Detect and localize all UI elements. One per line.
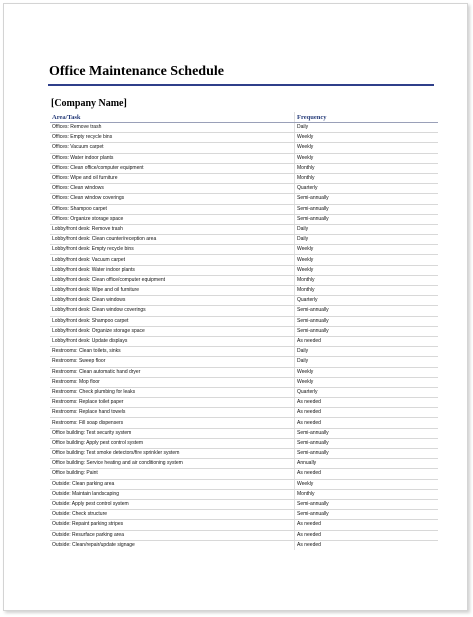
frequency-cell: Daily	[295, 224, 439, 234]
frequency-cell: Quarterly	[295, 296, 439, 306]
table-row	[50, 357, 438, 367]
task-cell: Lobby/front desk: Clean office/computer equipment	[50, 275, 295, 285]
frequency-cell: Weekly	[295, 245, 439, 255]
frequency-cell: Weekly	[295, 133, 439, 143]
table-row	[50, 123, 438, 133]
frequency-cell: Weekly	[295, 377, 439, 387]
table-row	[50, 398, 438, 408]
frequency-cell: Annually	[295, 459, 439, 469]
column-header-frequency: Frequency	[295, 112, 439, 123]
frequency-cell: As needed	[295, 520, 439, 530]
frequency-cell: Daily	[295, 123, 439, 133]
table-row	[50, 367, 438, 377]
task-cell: Lobby/front desk: Shampoo carpet	[50, 316, 295, 326]
task-cell: Offices: Empty recycle bins	[50, 133, 295, 143]
table-row	[50, 469, 438, 479]
task-cell: Offices: Organize storage space	[50, 214, 295, 224]
task-cell: Lobby/front desk: Update displays	[50, 336, 295, 346]
task-cell: Offices: Clean windows	[50, 184, 295, 194]
table-row	[50, 224, 438, 234]
frequency-cell: As needed	[295, 336, 439, 346]
task-cell: Restrooms: Mop floor	[50, 377, 295, 387]
table-row	[50, 510, 438, 520]
table-row	[50, 153, 438, 163]
task-cell: Restrooms: Replace hand towels	[50, 408, 295, 418]
table-row	[50, 173, 438, 183]
task-cell: Office building: Test security system	[50, 428, 295, 438]
task-cell: Outside: Repaint parking stripes	[50, 520, 295, 530]
task-cell: Outside: Clean parking area	[50, 479, 295, 489]
task-cell: Offices: Wipe and oil furniture	[50, 173, 295, 183]
frequency-cell: As needed	[295, 408, 439, 418]
task-cell: Lobby/front desk: Clean counter/reception area	[50, 235, 295, 245]
table-row	[50, 133, 438, 143]
table-row	[50, 326, 438, 336]
frequency-cell: As needed	[295, 540, 439, 550]
table-row	[50, 275, 438, 285]
table-row	[50, 255, 438, 265]
table-row	[50, 235, 438, 245]
task-cell: Offices: Shampoo carpet	[50, 204, 295, 214]
table-body	[50, 123, 438, 550]
task-cell: Offices: Clean office/computer equipment	[50, 163, 295, 173]
table-row	[50, 418, 438, 428]
frequency-cell: Monthly	[295, 163, 439, 173]
task-cell: Outside: Clean/repair/update signage	[52, 541, 135, 548]
document-page	[3, 3, 468, 611]
task-cell: Lobby/front desk: Empty recycle bins	[50, 245, 295, 255]
table-row	[50, 286, 438, 296]
table-row	[50, 296, 438, 306]
task-cell: Restrooms: Sweep floor	[50, 357, 295, 367]
task-cell: Lobby/front desk: Clean window coverings	[50, 306, 295, 316]
frequency-cell: Weekly	[295, 153, 439, 163]
frequency-cell: As needed	[295, 530, 439, 540]
table-row	[50, 438, 438, 448]
frequency-cell: Weekly	[295, 479, 439, 489]
task-cell: Outside: Check structure	[50, 510, 295, 520]
table-row	[50, 489, 438, 499]
frequency-cell: As needed	[295, 469, 439, 479]
task-cell: Lobby/front desk: Organize storage space	[50, 326, 295, 336]
frequency-cell: Weekly	[295, 265, 439, 275]
task-cell: Restrooms: Replace toilet paper	[50, 398, 295, 408]
task-cell: Restrooms: Clean toilets, sinks	[50, 347, 295, 357]
table-row	[50, 449, 438, 459]
frequency-cell: Daily	[295, 357, 439, 367]
task-cell: Outside: Apply pest control system	[50, 499, 295, 509]
table-row	[50, 245, 438, 255]
table-row	[50, 194, 438, 204]
company-name: [Company Name]	[51, 98, 127, 109]
frequency-cell: Semi-annually	[295, 214, 439, 224]
frequency-cell: Monthly	[295, 173, 439, 183]
task-cell: Restrooms: Fill soap dispensers	[50, 418, 295, 428]
table-row	[50, 336, 438, 346]
column-header-task: Area/Task	[50, 112, 295, 123]
table-row	[50, 316, 438, 326]
frequency-cell: Weekly	[295, 367, 439, 377]
frequency-cell: Semi-annually	[295, 194, 439, 204]
table-row	[50, 347, 438, 357]
task-cell: Lobby/front desk: Wipe and oil furniture	[50, 286, 295, 296]
table-row	[50, 204, 438, 214]
table-row	[50, 408, 438, 418]
table-row	[50, 163, 438, 173]
task-cell: Lobby/front desk: Remove trash	[50, 224, 295, 234]
table-row	[50, 479, 438, 489]
frequency-cell: Monthly	[295, 286, 439, 296]
task-cell: Office building: Apply pest control system	[50, 438, 295, 448]
frequency-cell: Semi-annually	[295, 306, 439, 316]
task-cell: Offices: Clean window coverings	[50, 194, 295, 204]
table-row	[50, 306, 438, 316]
task-cell: Outside: Resurface parking area	[50, 530, 295, 540]
frequency-cell: Semi-annually	[295, 326, 439, 336]
frequency-cell: Quarterly	[295, 387, 439, 397]
frequency-cell: Daily	[295, 235, 439, 245]
table-row	[50, 184, 438, 194]
task-cell: Office building: Paint	[50, 469, 295, 479]
frequency-cell: Semi-annually	[295, 316, 439, 326]
task-cell: Lobby/front desk: Water indoor plants	[50, 265, 295, 275]
table-row	[50, 520, 438, 530]
task-cell: Offices: Vacuum carpet	[50, 143, 295, 153]
table-row	[50, 530, 438, 540]
task-cell: Offices: Remove trash	[50, 123, 295, 133]
frequency-cell: Daily	[295, 347, 439, 357]
frequency-cell: Semi-annually	[295, 428, 439, 438]
page-title: Office Maintenance Schedule	[49, 64, 224, 79]
frequency-cell: Monthly	[295, 275, 439, 285]
task-cell: Restrooms: Check plumbing for leaks	[50, 387, 295, 397]
frequency-cell: Quarterly	[295, 184, 439, 194]
frequency-cell: Semi-annually	[295, 438, 439, 448]
table-row	[50, 377, 438, 387]
table-row	[50, 459, 438, 469]
table-header-row	[50, 112, 438, 123]
table-row	[50, 387, 438, 397]
frequency-cell: Semi-annually	[295, 449, 439, 459]
table-row	[50, 265, 438, 275]
schedule-table	[50, 112, 438, 550]
table-row	[50, 428, 438, 438]
table-row	[50, 214, 438, 224]
task-cell: Office building: Service heating and air conditioning system	[50, 459, 295, 469]
task-cell: Restrooms: Clean automatic hand dryer	[50, 367, 295, 377]
frequency-cell: Semi-annually	[295, 510, 439, 520]
frequency-cell: Semi-annually	[295, 204, 439, 214]
task-cell: Lobby/front desk: Clean windows	[50, 296, 295, 306]
task-cell: Outside: Maintain landscaping	[50, 489, 295, 499]
task-cell: Office building: Test smoke detectors/fire sprinkler system	[50, 449, 295, 459]
frequency-cell: As needed	[295, 398, 439, 408]
frequency-cell: Monthly	[295, 489, 439, 499]
table-row	[50, 540, 438, 550]
frequency-cell: Semi-annually	[295, 499, 439, 509]
title-underline	[48, 84, 434, 86]
table-row	[50, 499, 438, 509]
frequency-cell: As needed	[295, 418, 439, 428]
table-row	[50, 143, 438, 153]
frequency-cell: Weekly	[295, 143, 439, 153]
task-cell: Lobby/front desk: Vacuum carpet	[50, 255, 295, 265]
frequency-cell: Weekly	[295, 255, 439, 265]
task-cell: Offices: Water indoor plants	[50, 153, 295, 163]
